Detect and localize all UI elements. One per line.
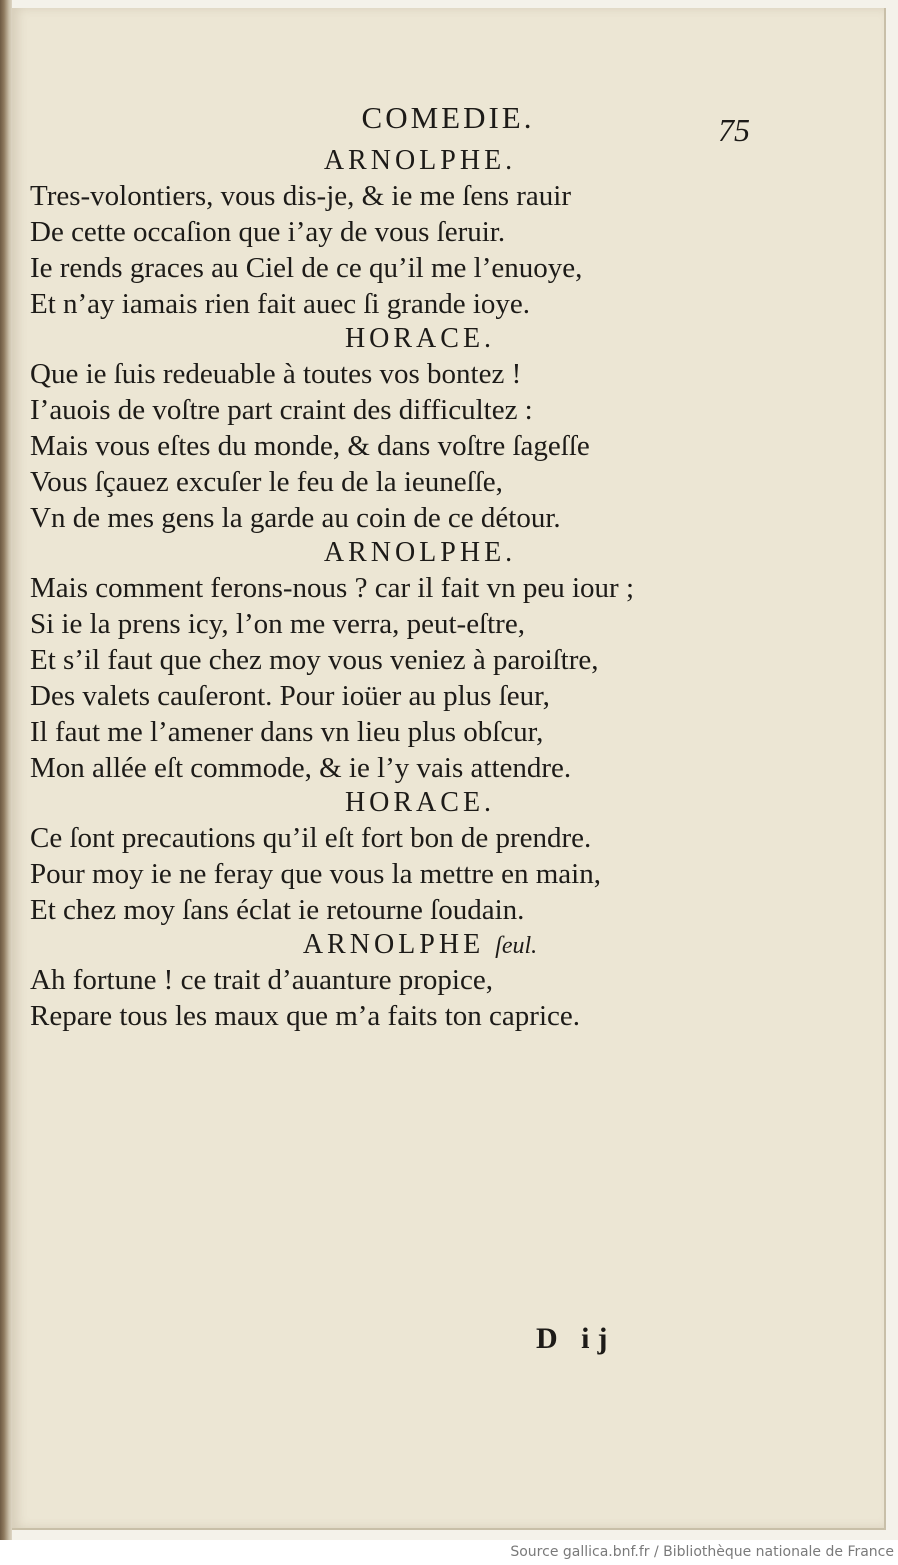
verse-line: Et chez moy ſans éclat ie retourne ſoudain.	[30, 894, 525, 926]
running-title: COMEDIE.	[361, 100, 535, 135]
verse-line: Tres-volontiers, vous dis-je, & ie me ſens rauir	[30, 180, 571, 212]
verse-line: I’auois de voſtre part craint des difficultez :	[30, 394, 533, 426]
verse-line: Ce ſont precautions qu’il eſt fort bon de prendre.	[30, 822, 592, 854]
verse-line: Et n’ay iamais rien fait auec ſi grande ioye.	[30, 288, 531, 320]
verse-line: Mon allée eſt commode, & ie l’y vais attendre.	[30, 752, 572, 784]
verse-line: Il faut me l’amener dans vn lieu plus obſcur,	[30, 716, 544, 748]
speaker-heading	[30, 786, 790, 820]
speaker-heading	[30, 536, 790, 570]
speaker-name: HORACE.	[344, 323, 496, 354]
verse-line: Pour moy ie ne feray que vous la mettre en main,	[30, 858, 601, 890]
speaker-name: ARNOLPHE	[302, 929, 485, 960]
speaker-name: ARNOLPHE.	[323, 145, 517, 176]
verse-line: Repare tous les maux que m’a faits ton caprice.	[30, 1000, 580, 1032]
verse-line: Si ie la prens icy, l’on me verra, peut-eſtre,	[30, 608, 525, 640]
verse-line: Des valets cauſeront. Pour ioüer au plus ſeur,	[30, 680, 550, 712]
source-attribution: Source gallica.bnf.fr / Bibliothèque nationale de France	[510, 1544, 894, 1560]
speaker-name: ARNOLPHE.	[323, 537, 517, 568]
verse-line: Mais vous eſtes du monde, & dans voſtre ſageſſe	[30, 430, 590, 462]
speaker-heading	[30, 928, 790, 962]
speaker-heading	[30, 322, 790, 356]
verse-line: Vn de mes gens la garde au coin de ce détour.	[30, 502, 561, 534]
verse-line: Mais comment ferons-nous ? car il fait vn peu iour ;	[30, 572, 635, 604]
stage-direction: ſeul.	[495, 933, 538, 959]
verse-line: Vous ſçauez excuſer le feu de la ieuneſſe,	[30, 466, 503, 498]
verse-line: Ah fortune ! ce trait d’auanture propice,	[30, 964, 493, 996]
play-text	[30, 144, 790, 1034]
printer-signature-mark: D ij	[536, 1322, 616, 1355]
verse-line: De cette occaſion que i’ay de vous ſeruir.	[30, 216, 506, 248]
verse-line: Que ie ſuis redeuable à toutes vos bontez !	[30, 358, 522, 390]
book-binding-edge	[0, 0, 12, 1540]
speaker-heading	[30, 144, 790, 178]
page-number: 75	[718, 112, 750, 148]
verse-line: Ie rends graces au Ciel de ce qu’il me l’enuoye,	[30, 252, 583, 284]
verse-line: Et s’il faut que chez moy vous veniez à paroiſtre,	[30, 644, 599, 676]
speaker-name: HORACE.	[344, 787, 496, 818]
